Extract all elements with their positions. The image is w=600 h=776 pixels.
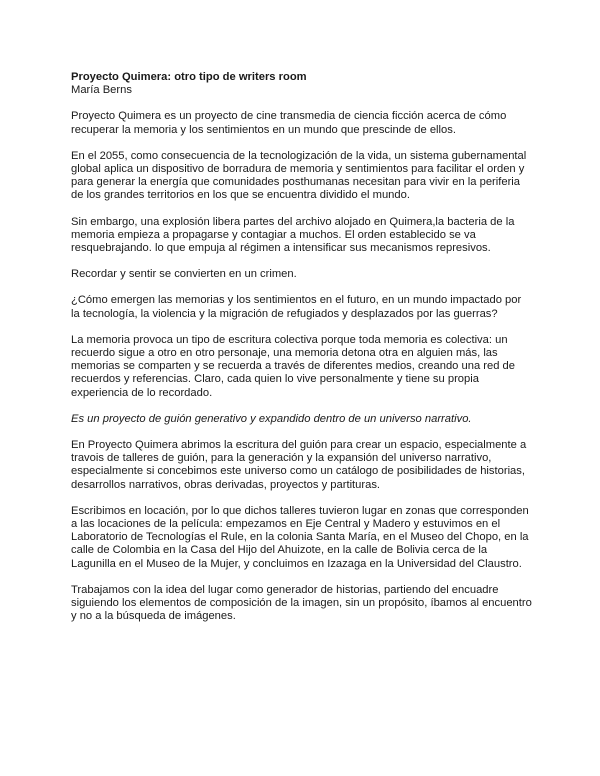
paragraph-10: Trabajamos con la idea del lugar como generador de historias, partiendo del encuadre siguiendo los elementos de composición de la imagen, sin un propósito, íbamos al encuentro y no a la búsqueda de imágenes. [71,583,532,623]
document-author: María Berns [71,84,132,97]
paragraph-4: Recordar y sentir se convierten en un crimen. [71,268,297,281]
paragraph-2: En el 2055, como consecuencia de la tecnologización de la vida, un sistema gubernamental global aplica un dispositivo de borradura de memoria y sentimientos para facilitar el orden y para generar la energía que comunidades posthumanas necesitan para vivir en la periferia de los grandes territorios en los que se encuentra dividido el mundo. [71,149,527,202]
paragraph-9: Escribimos en locación, por lo que dichos talleres tuvieron lugar en zonas que corresponden a las locaciones de la película: empezamos en Eje Central y Madero y estuvimos en el Laboratorio de Tecnologías el Rule, en la colonia Santa María, en el Museo del Chopo, en la calle de Colombia en la Casa del Hijo del Ahuizote, en la calle de Bolivia cerca de la Lagunilla en el Museo de la Mujer, y concluimos en Izazaga en la Universidad del Claustro. [71,504,529,570]
paragraph-7-italic: Es un proyecto de guión generativo y expandido dentro de un universo narrativo. [71,412,472,425]
document-body [71,71,533,637]
paragraph-5: ¿Cómo emergen las memorias y los sentimientos en el futuro, en un mundo impactado por la tecnología, la violencia y la migración de refugiados y desplazados por las guerras? [71,294,522,320]
paragraph-6: La memoria provoca un tipo de escritura colectiva porque toda memoria es colectiva: un recuerdo sigue a otro en otro personaje, una memoria detona otra en alguien más, las memorias se comparten y se recuerda a través de diferentes medios, creando una red de recuerdos y referencias. Claro, cada quien lo vive personalmente y tiene su propia experiencia de lo recordado. [71,333,516,399]
paragraph-8: En Proyecto Quimera abrimos la escritura del guión para crear un espacio, especialmente a travois de talleres de guión, para la generación y la expansión del universo narrativo, especialmente si concebimos este universo como un catálogo de posibilidades de historias, desarrollos narrativos, obras derivadas, proyectos y partituras. [71,439,527,491]
document-title: Proyecto Quimera: otro tipo de writers room [71,71,307,83]
paragraph-3: Sin embargo, una explosión libera partes del archivo alojado en Quimera,la bacteria de la memoria empieza a propagarse y contagiar a muchos. El orden establecido se va resquebrajando. lo que empuja al régimen a intensificar sus mecanismos represivos. [71,215,515,255]
paragraph-1: Proyecto Quimera es un proyecto de cine transmedia de ciencia ficción acerca de cómo recuperar la memoria y los sentimientos en un mundo que prescinde de ellos. [71,110,507,136]
